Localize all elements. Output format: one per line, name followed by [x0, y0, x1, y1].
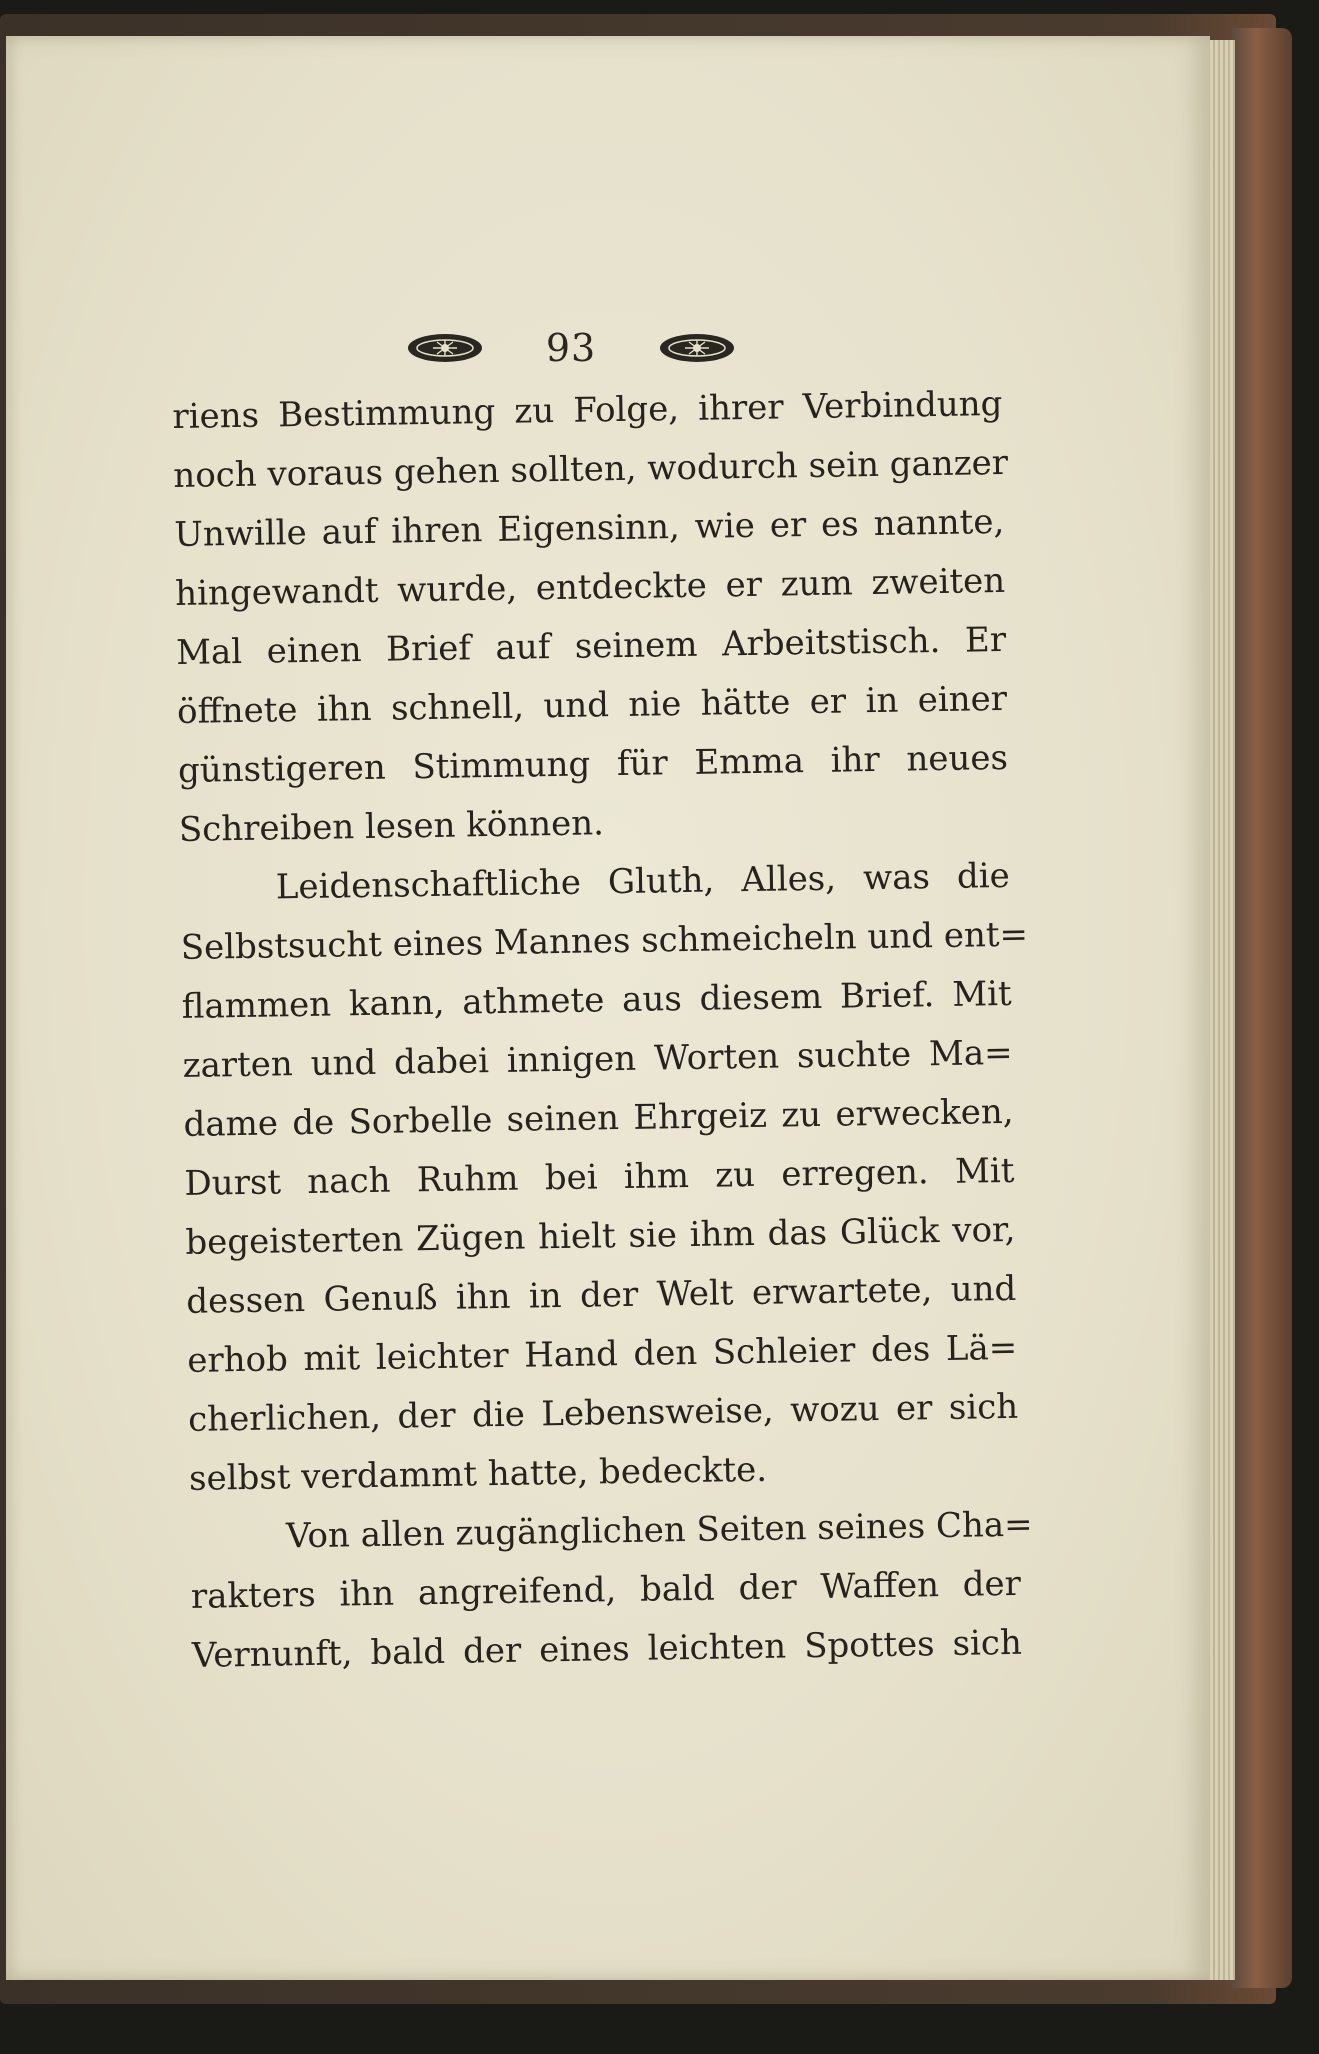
text-line: zarten und dabei innigen Worten suchte Ma= [182, 1032, 1013, 1086]
text-line: cherlichen, der die Lebensweise, wozu er sich [187, 1386, 1019, 1440]
right-ornament-icon [658, 331, 736, 365]
book-page [6, 36, 1210, 1980]
page-number: 93 [545, 326, 597, 370]
text-line: riens Bestimmung zu Folge, ihrer Verbindung [172, 383, 1003, 437]
text-line: selbst verdammt hatte, bedeckte. [188, 1449, 768, 1499]
left-ornament-icon [406, 331, 484, 365]
text-line: noch voraus gehen sollten, wodurch sein ganzer [173, 442, 1009, 496]
text-line: dessen Genuß ihn in der Welt erwartete, und [186, 1268, 1017, 1322]
text-line: hingewandt wurde, entdeckte er zum zweiten [174, 560, 1006, 614]
text-line: Schreiben lesen können. [178, 803, 605, 850]
text-line: erhob mit leichter Hand den Schleier des Lä= [186, 1327, 1018, 1381]
text-line: Selbstsucht eines Mannes schmeicheln und ent= [180, 914, 1029, 968]
text-line: öffnete ihn schnell, und nie hätte er in einer [176, 678, 1008, 732]
text-line: rakters ihn angreifend, bald der Waffen der [190, 1563, 1022, 1617]
page-header [406, 316, 736, 380]
text-line: begeisterten Zügen hielt sie ihm das Glück vor, [185, 1209, 1016, 1263]
text-line: Unwille auf ihren Eigensinn, wie er es nannte, [173, 501, 1005, 555]
text-line: flammen kann, athmete aus diesem Brief. Mit [181, 973, 1012, 1027]
text-line: dame de Sorbelle seinen Ehrgeiz zu erwecken, [183, 1091, 1014, 1145]
body-text [172, 375, 1033, 1686]
text-line: Mal einen Brief auf seinem Arbeitstisch. Er [175, 619, 1007, 673]
text-line: günstigeren Stimmung für Emma ihr neues [177, 737, 1009, 791]
cover-leather-edge [1232, 28, 1292, 1988]
text-line: Vernunft, bald der eines leichten Spottes sich [191, 1622, 1023, 1676]
text-line: Durst nach Ruhm bei ihm zu erregen. Mit [184, 1150, 1015, 1204]
text-line: Leidenschaftliche Gluth, Alles, was die [275, 855, 1011, 908]
text-line: Von allen zugänglichen Seiten seines Cha= [285, 1504, 1033, 1557]
